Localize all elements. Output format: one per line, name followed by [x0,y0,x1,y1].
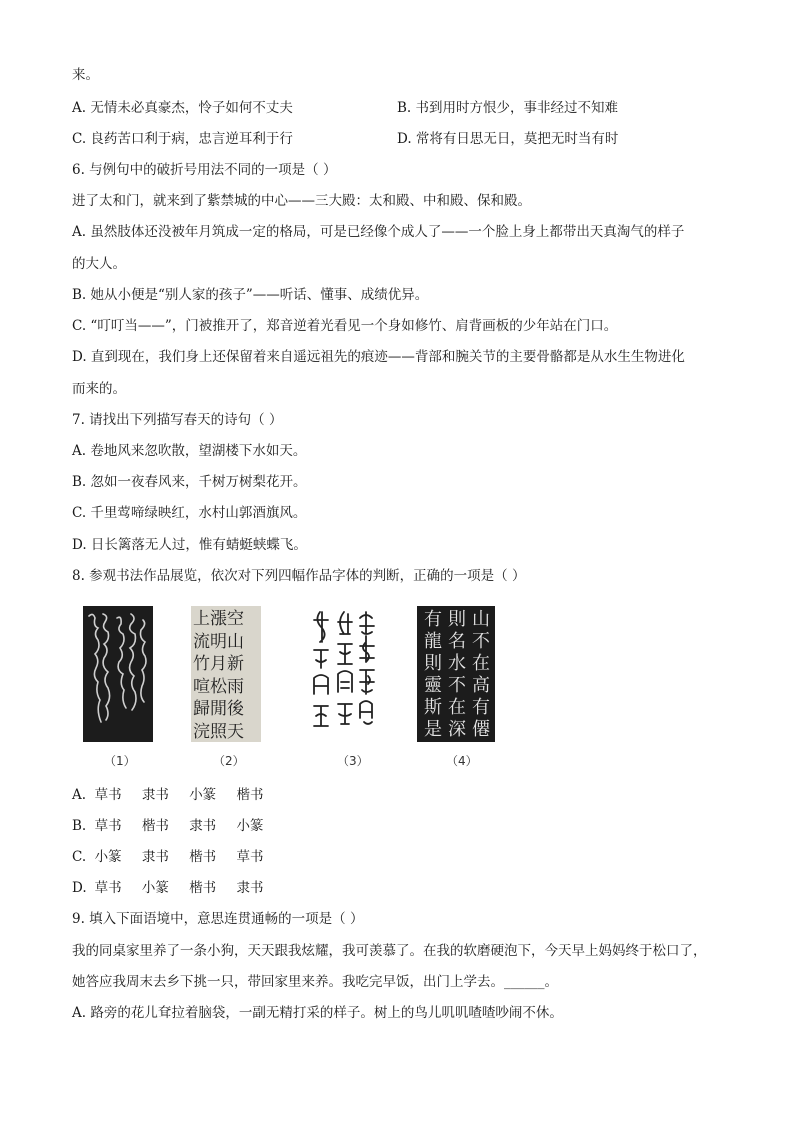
q8-option-c: C. 小篆 隶书 楷书 草书 [72,849,264,865]
q6-option-d-line2: 而来的。 [72,381,126,397]
image-4-character: 則 [448,609,466,630]
q9-passage-line2: 她答应我周末去乡下挑一只，带回家里来养。我吃完早饭，出门上学去。______。 [72,974,558,990]
image-4-character: 不 [448,675,466,696]
q6-option-d-line1: D. 直到现在，我们身上还保留着来自遥远祖先的痕迹——背部和腕关节的主要骨骼都是从水生生物进化 [72,349,685,365]
calligraphy-image-1 [83,606,153,742]
image-4-character: 靈 [424,675,442,696]
q6-option-b: B. 她从小便是“别人家的孩子”——听话、懂事、成绩优异。 [72,287,429,303]
image-4-character: 是 [424,719,442,740]
calligraphy-image-3 [308,606,392,742]
q7-option-a: A. 卷地风来忽吹散，望湖楼下水如天。 [72,443,307,459]
image-4-character: 高 [472,675,490,696]
image-4-character: 則 [424,653,442,674]
q6-option-a-line1: A. 虽然肢体还没被年月筑成一定的格局，可是已经像个成人了——一个脸上身上都带出天真淘气的样子 [72,224,685,240]
image-2-text-row: 竹月新 [193,654,244,674]
image-2-text-row: 喧松雨 [193,676,244,697]
image-4-character: 山 [472,609,490,630]
q9-stem: 9. 填入下面语境中，意思连贯通畅的一项是（ ） [72,911,364,927]
q8-option-b: B. 草书 楷书 隶书 小篆 [72,818,264,834]
caption-3: （3） [337,754,369,768]
intro-tail: 来。 [72,67,99,83]
q5-option-c: C. 良药苦口利于病，忠言逆耳利于行 [72,131,293,147]
q5-option-a: A. 无情未必真豪杰，怜子如何不丈夫 [72,100,293,116]
image-4-character: 在 [448,697,466,718]
q8-stem: 8. 参观书法作品展览，依次对下列四幅作品字体的判断，正确的一项是（ ） [72,568,526,584]
calligraphy-image-2 [191,606,261,742]
caption-1: （1） [104,754,136,768]
q9-passage-line1: 我的同桌家里养了一条小狗，天天跟我炫耀，我可羡慕了。在我的软磨硬泡下，今天早上妈妈终于松口了， [72,943,707,959]
image-4-character: 在 [472,653,490,674]
q8-option-d: D. 草书 小篆 楷书 隶书 [72,880,264,896]
image-4-character: 有 [472,697,490,718]
q7-option-d: D. 日长篱落无人过，惟有蜻蜓蛱蝶飞。 [72,537,307,553]
q6-stem: 6. 与例句中的破折号用法不同的一项是（ ） [72,162,337,178]
image-4-character: 僊 [472,719,490,740]
q6-option-c: C. “叮叮当——”，门被推开了，郑音逆着光看见一个身如修竹、肩背画板的少年站在门口。 [72,318,618,334]
image-4-character: 水 [448,653,466,674]
image-2-text-row: 浣照天 [193,721,244,742]
q7-option-c: C. 千里莺啼绿映红，水村山郭酒旗风。 [72,505,307,521]
calligraphy-image-4 [417,606,495,742]
image-4-character: 斯 [424,697,442,718]
q9-option-a: A. 路旁的花儿耷拉着脑袋，一副无精打采的样子。树上的鸟儿叽叽喳喳吵闹不休。 [72,1005,563,1021]
q6-example: 进了太和门，就来到了紫禁城的中心——三大殿：太和殿、中和殿、保和殿。 [72,193,531,209]
image-2-text-row: 上漲空 [193,609,244,629]
q5-option-d: D. 常将有日思无日，莫把无时当有时 [397,131,619,147]
image-4-character: 名 [448,631,466,652]
caption-4: （4） [446,754,478,768]
caption-2: （2） [213,754,245,768]
image-4-character: 有 [424,609,442,630]
image-4-character: 不 [472,631,490,652]
image-2-text-row: 歸閒後 [193,699,244,719]
image-4-character: 深 [448,719,466,740]
q5-option-b: B. 书到用时方恨少，事非经过不知难 [397,100,619,116]
image-2-text-row: 流明山 [193,631,244,652]
q6-option-a-line2: 的大人。 [72,256,126,272]
image-4-character: 龍 [424,631,442,652]
q8-option-a: A. 草书 隶书 小篆 楷书 [72,787,264,803]
q7-stem: 7. 请找出下列描写春天的诗句（ ） [72,412,283,428]
q7-option-b: B. 忽如一夜春风来，千树万树梨花开。 [72,474,307,490]
